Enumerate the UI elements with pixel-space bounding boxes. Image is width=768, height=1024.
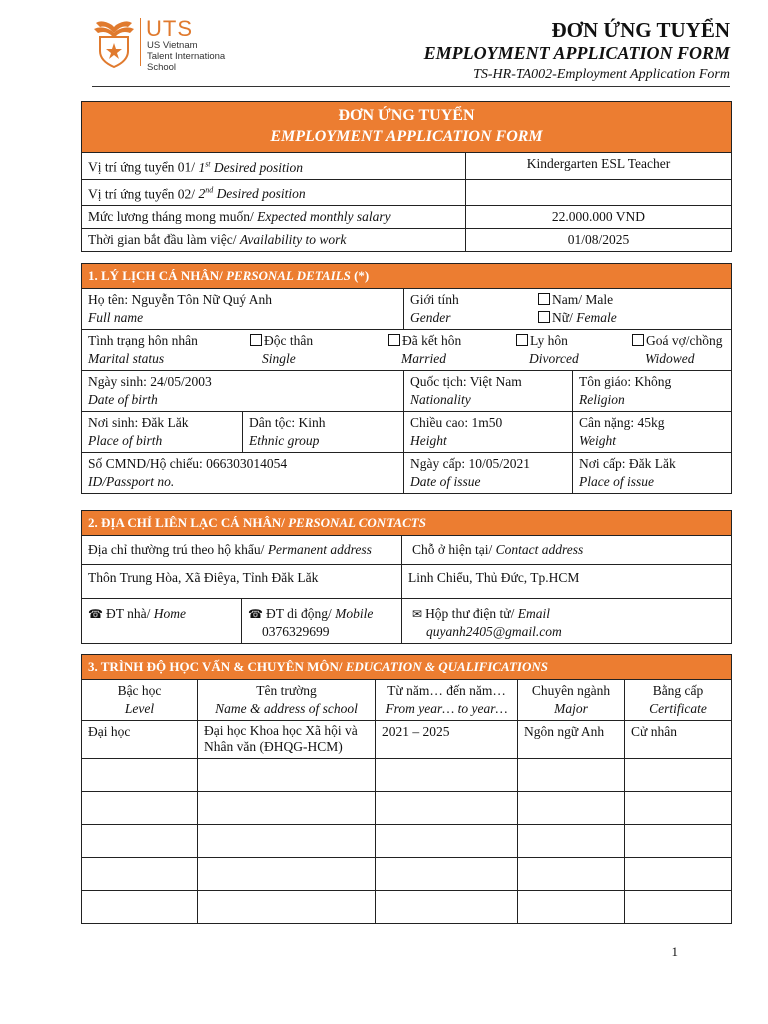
checkbox-single[interactable] <box>250 334 262 346</box>
table-row <box>82 759 732 792</box>
checkbox-male[interactable] <box>538 293 550 305</box>
section-title-en: PERSONAL CONTACTS <box>288 515 426 530</box>
level-cell[interactable]: Đại học <box>82 721 198 759</box>
table-row <box>82 858 732 891</box>
certificate-cell[interactable]: Cử nhân <box>625 721 732 759</box>
nationality-value: Quốc tịch: Việt Nam <box>410 374 522 389</box>
ethnic-label-en: Ethnic group <box>249 433 320 448</box>
religion-label-en: Religion <box>579 392 625 407</box>
label-availability <box>82 229 466 252</box>
full-name-label-en: Full name <box>88 310 144 325</box>
id-cell[interactable] <box>82 453 404 494</box>
major-cell[interactable] <box>518 792 625 825</box>
header-en: Level <box>124 701 155 716</box>
personal-details-table <box>81 263 732 494</box>
marital-label-en: Marital status <box>88 351 165 366</box>
gender-cell <box>404 289 732 330</box>
weight-value: Cân nặng: 45kg <box>579 415 665 430</box>
personal-contacts-table <box>81 510 732 644</box>
table-row <box>82 721 732 759</box>
section-education <box>82 655 732 680</box>
years-cell[interactable]: 2021 – 2025 <box>376 721 518 759</box>
label-num: 1 <box>198 159 206 175</box>
level-cell[interactable] <box>82 825 198 858</box>
dob-label-en: Date of birth <box>88 392 158 407</box>
marital-married-option[interactable] <box>388 332 461 350</box>
section-title-tail: (*) <box>350 268 370 283</box>
level-cell[interactable] <box>82 792 198 825</box>
email-cell[interactable] <box>402 599 732 644</box>
single-label-en: Single <box>262 351 296 366</box>
label-desired-position-1 <box>82 153 466 180</box>
dob-value: Ngày sinh: 24/05/2003 <box>88 374 212 389</box>
dob-cell[interactable] <box>82 371 404 412</box>
major-cell[interactable] <box>518 858 625 891</box>
certificate-cell[interactable] <box>625 825 732 858</box>
level-cell[interactable] <box>82 891 198 924</box>
major-cell[interactable] <box>518 825 625 858</box>
header-en: From year… to year… <box>385 701 508 716</box>
perm-label-vn: Địa chỉ thường trú theo hộ khẩu/ <box>88 542 268 557</box>
checkbox-married[interactable] <box>388 334 400 346</box>
issue-place-value: Nơi cấp: Đăk Lăk <box>579 456 676 471</box>
issue-place-cell[interactable] <box>573 453 732 494</box>
level-cell[interactable] <box>82 858 198 891</box>
checkbox-widowed[interactable] <box>632 334 644 346</box>
widowed-label-en: Widowed <box>645 351 695 366</box>
marital-widowed-option[interactable] <box>632 332 723 350</box>
checkbox-divorced[interactable] <box>516 334 528 346</box>
label-num: 2 <box>198 186 206 201</box>
section-title-en: PERSONAL DETAILS <box>225 268 351 283</box>
row-desired-position-1 <box>82 153 732 180</box>
weight-cell[interactable] <box>573 412 732 453</box>
single-label-vn: Độc thân <box>264 333 314 348</box>
form-title-vn: ĐƠN ỨNG TUYỂN <box>338 107 475 124</box>
years-cell[interactable] <box>376 891 518 924</box>
header-en: Name & address of school <box>215 701 358 716</box>
form-title-en: EMPLOYMENT APPLICATION FORM <box>270 128 543 145</box>
school-cell[interactable] <box>198 792 376 825</box>
certificate-cell[interactable] <box>625 792 732 825</box>
row-expected-salary <box>82 206 732 229</box>
label-vn: Thời gian bắt đầu làm việc/ <box>88 232 240 247</box>
male-label: Nam/ Male <box>552 292 614 307</box>
label-desired-position-2 <box>82 179 466 206</box>
position-table <box>81 101 732 252</box>
header-vn: Chuyên ngành <box>531 683 611 698</box>
years-cell[interactable] <box>376 759 518 792</box>
contact-label-en: Contact address <box>495 542 584 557</box>
desired-position-1-value[interactable]: Kindergarten ESL Teacher <box>466 153 732 180</box>
section-title-en: EDUCATION & QUALIFICATIONS <box>345 659 549 674</box>
page-number: 1 <box>671 944 678 959</box>
table-row <box>82 825 732 858</box>
contact-label-vn: Chỗ ở hiện tại/ <box>412 542 496 557</box>
pob-label-en: Place of birth <box>88 433 163 448</box>
row-desired-position-2 <box>82 179 732 206</box>
form-title-cell <box>82 102 732 153</box>
id-label-en: ID/Passport no. <box>88 474 175 489</box>
marital-divorced-option[interactable] <box>516 332 568 350</box>
header-vn: Từ năm… đến năm… <box>387 683 506 698</box>
height-value: Chiều cao: 1m50 <box>410 415 503 430</box>
label-expected-salary <box>82 206 466 229</box>
weight-label-en: Weight <box>579 433 616 448</box>
major-cell[interactable]: Ngôn ngữ Anh <box>518 721 625 759</box>
major-cell[interactable] <box>518 759 625 792</box>
female-label-vn: Nữ/ <box>552 310 577 325</box>
permanent-address-value[interactable]: Thôn Trung Hòa, Xã Điêya, Tỉnh Đăk Lăk <box>82 565 402 599</box>
label-en: Availability to work <box>239 232 347 247</box>
full-name-value: Họ tên: Nguyễn Tôn Nữ Quý Anh <box>88 292 273 307</box>
issue-place-label-en: Place of issue <box>579 474 654 489</box>
pob-cell[interactable] <box>82 412 243 453</box>
married-label-en: Married <box>401 351 446 366</box>
gender-label-vn: Giới tính <box>410 292 459 307</box>
logo-name: UTS <box>146 16 193 41</box>
label-en: Expected monthly salary <box>257 209 391 224</box>
religion-cell[interactable] <box>573 371 732 412</box>
id-value: Số CMND/Hộ chiếu: 066303014054 <box>88 456 288 471</box>
level-cell[interactable] <box>82 759 198 792</box>
email-label-en: Email <box>517 606 550 621</box>
section-title-vn: 3. TRÌNH ĐỘ HỌC VẤN & CHUYÊN MÔN/ <box>88 659 346 674</box>
school-cell[interactable] <box>198 759 376 792</box>
years-cell[interactable] <box>376 825 518 858</box>
label-en: Desired position <box>213 186 306 201</box>
pob-value: Nơi sinh: Đăk Lăk <box>88 415 189 430</box>
logo-sub-2: Talent Internationa <box>147 51 226 62</box>
header-title-en: EMPLOYMENT APPLICATION FORM <box>423 43 730 63</box>
marital-label-vn: Tình trạng hôn nhân <box>88 333 198 348</box>
col-header-major <box>518 680 625 721</box>
header-en: Major <box>554 701 588 716</box>
col-header-school <box>198 680 376 721</box>
school-cell[interactable] <box>198 825 376 858</box>
mobile-label-vn: ĐT di động/ <box>265 606 336 621</box>
label-vn: Vị trí ứng tuyển 01/ <box>88 159 199 175</box>
years-cell[interactable] <box>376 858 518 891</box>
label-sup: st <box>205 159 211 168</box>
mobile-label-en: Mobile <box>335 606 374 621</box>
certificate-cell[interactable] <box>625 858 732 891</box>
major-cell[interactable] <box>518 891 625 924</box>
label-vn: Mức lương tháng mong muốn/ <box>88 209 258 224</box>
nationality-label-en: Nationality <box>410 392 471 407</box>
checkbox-female[interactable] <box>538 311 550 323</box>
issue-date-cell[interactable] <box>404 453 573 494</box>
issue-date-value: Ngày cấp: 10/05/2021 <box>410 456 530 471</box>
married-label-vn: Đã kết hôn <box>402 333 462 348</box>
mobile-value: 0376329699 <box>262 624 330 639</box>
col-header-years <box>376 680 518 721</box>
home-label-en: Home <box>153 606 186 621</box>
header-vn: Tên trường <box>256 683 317 698</box>
form-code: TS-HR-TA002-Employment Application Form <box>473 67 730 82</box>
years-cell[interactable] <box>376 792 518 825</box>
section-title-vn: 2. ĐỊA CHỈ LIÊN LẠC CÁ NHÂN/ <box>88 515 289 530</box>
email-value: quyanh2405@gmail.com <box>426 624 562 639</box>
ethnic-value: Dân tộc: Kinh <box>249 415 326 430</box>
desired-position-2-value[interactable] <box>466 179 732 206</box>
label-en: Desired position <box>210 159 304 175</box>
logo-sub-3: School <box>147 62 177 73</box>
education-header-row <box>82 680 732 721</box>
logo-emblem-icon <box>92 17 136 69</box>
marital-single-option[interactable] <box>250 332 313 350</box>
widowed-label-vn: Goá vợ/chồng <box>646 333 723 348</box>
school-cell[interactable] <box>198 891 376 924</box>
label-sup: nd <box>205 185 214 195</box>
religion-value: Tôn giáo: Không <box>579 374 672 389</box>
certificate-cell[interactable] <box>625 891 732 924</box>
female-label-en: Female <box>576 310 617 325</box>
contact-address-label <box>402 536 732 565</box>
logo-divider <box>140 18 141 66</box>
school-cell[interactable]: Đại học Khoa học Xã hội và Nhân văn (ĐHQG-HCM) <box>198 721 376 759</box>
divorced-label-en: Divorced <box>529 351 579 366</box>
gender-female-option[interactable] <box>538 309 617 327</box>
section-title-vn: 1. LÝ LỊCH CÁ NHÂN/ <box>88 268 226 283</box>
home-label-vn: ĐT nhà/ <box>105 606 154 621</box>
header-vn: Bằng cấp <box>652 683 704 698</box>
contact-address-value[interactable]: Linh Chiểu, Thủ Đức, Tp.HCM <box>402 565 732 599</box>
permanent-address-label <box>82 536 402 565</box>
issue-date-label-en: Date of issue <box>410 474 481 489</box>
section-personal-contacts <box>82 511 732 536</box>
expected-salary-value[interactable]: 22.000.000 VND <box>466 206 732 229</box>
perm-label-en: Permanent address <box>267 542 372 557</box>
mobile-phone-cell[interactable] <box>242 599 402 644</box>
table-row <box>82 891 732 924</box>
certificate-cell[interactable] <box>625 759 732 792</box>
envelope-icon: ✉ <box>412 607 423 621</box>
col-header-level <box>82 680 198 721</box>
row-availability <box>82 229 732 252</box>
phone-icon: ☎ <box>88 607 103 621</box>
mobile-phone-icon: ☎ <box>248 607 263 621</box>
section-personal-details <box>82 264 732 289</box>
ethnic-cell[interactable] <box>243 412 404 453</box>
marital-status-cell <box>82 330 732 371</box>
gender-label-en: Gender <box>410 310 451 325</box>
school-cell[interactable] <box>198 858 376 891</box>
label-vn: Vị trí ứng tuyển 02/ <box>88 186 199 201</box>
table-row <box>82 792 732 825</box>
email-label-vn: Hộp thư điện tử/ <box>425 606 518 621</box>
home-phone-cell[interactable] <box>82 599 242 644</box>
height-label-en: Height <box>410 433 447 448</box>
header-title-vn: ĐƠN ỨNG TUYỂN <box>551 18 730 42</box>
gender-male-option[interactable] <box>538 291 613 309</box>
full-name-cell[interactable] <box>82 289 404 330</box>
col-header-certificate <box>625 680 732 721</box>
header-vn: Bậc học <box>117 683 162 698</box>
header-rule <box>92 86 730 87</box>
logo-sub-1: US Vietnam <box>147 40 198 51</box>
header-en: Certificate <box>649 701 707 716</box>
height-cell[interactable] <box>404 412 573 453</box>
divorced-label-vn: Ly hôn <box>530 333 568 348</box>
nationality-cell[interactable] <box>404 371 573 412</box>
availability-value[interactable]: 01/08/2025 <box>466 229 732 252</box>
education-table <box>81 654 732 924</box>
